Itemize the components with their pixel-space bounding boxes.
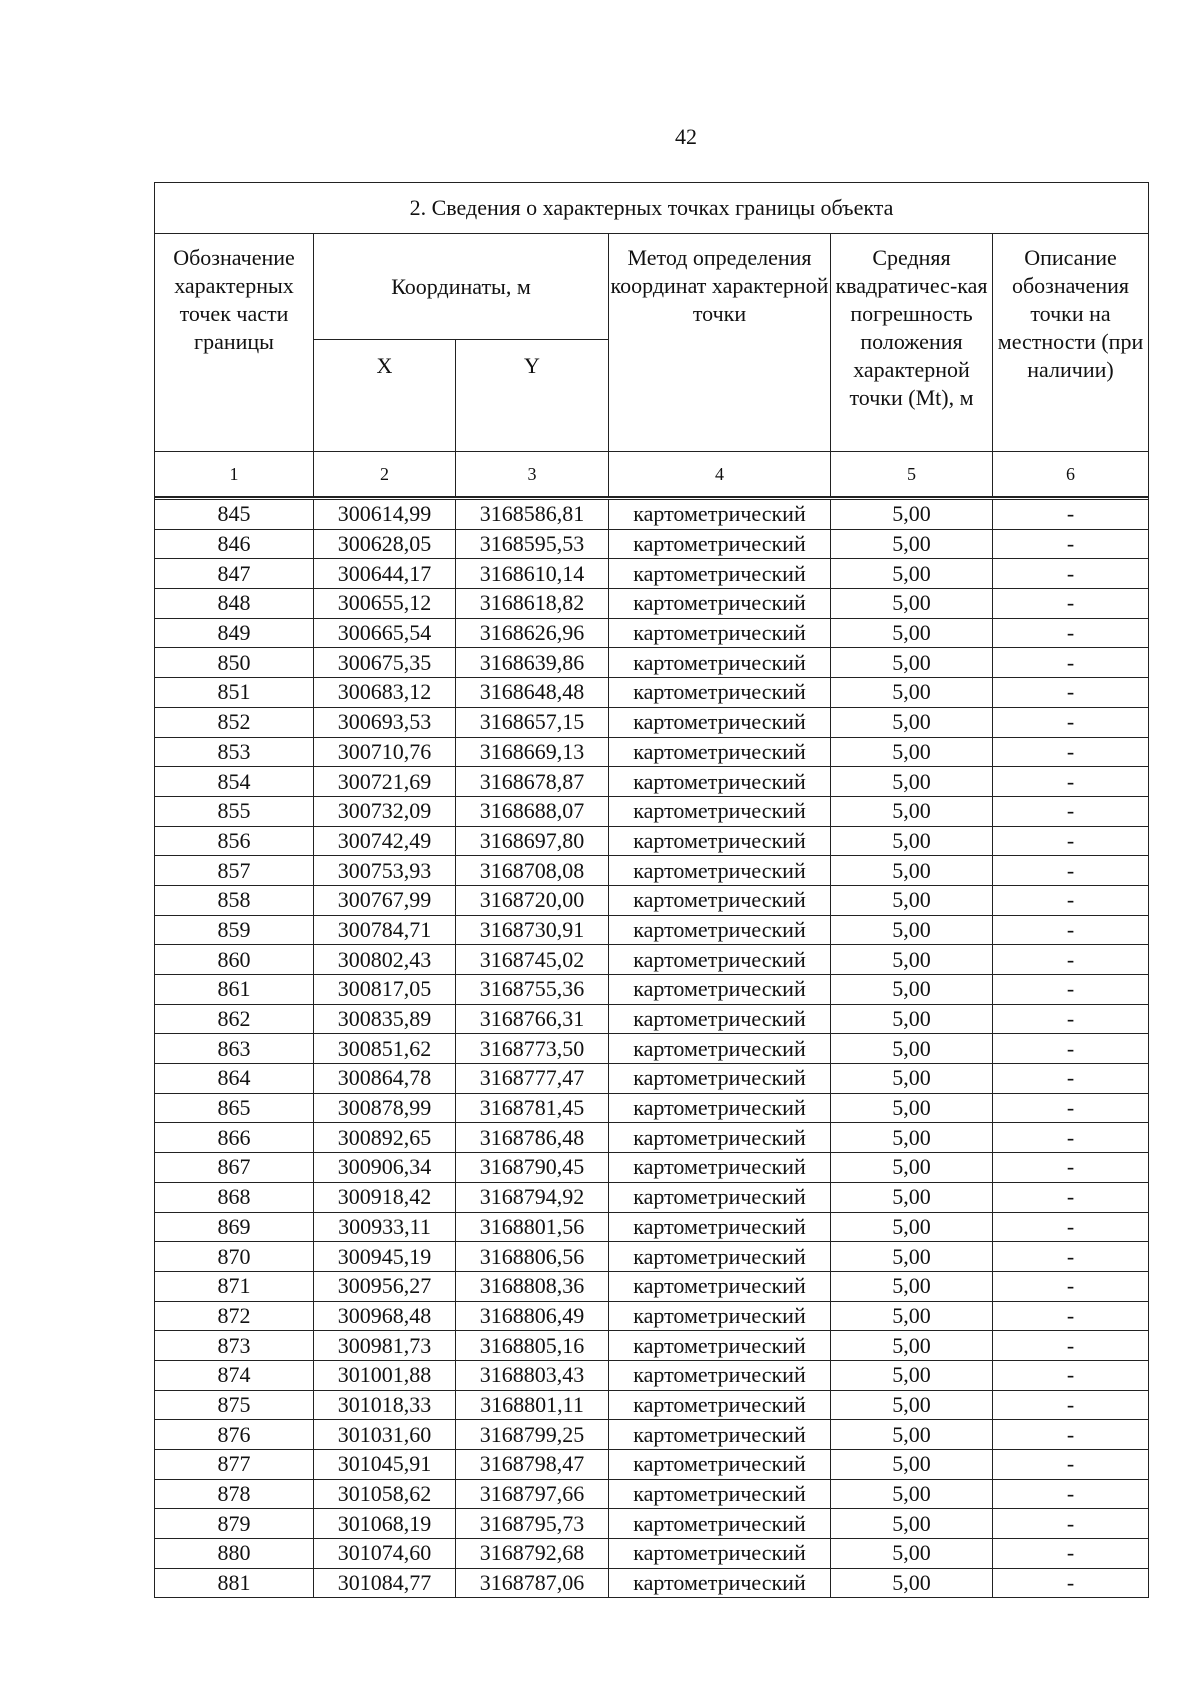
y-coord-cell: 3168777,47	[456, 1064, 609, 1094]
description-cell: -	[993, 1212, 1149, 1242]
point-id-cell: 855	[155, 796, 314, 826]
table-row	[155, 1271, 1149, 1301]
column-numbers-row	[155, 452, 1149, 498]
point-id-cell: 873	[155, 1331, 314, 1361]
x-coord-cell: 300906,34	[314, 1153, 456, 1183]
point-id-cell: 850	[155, 648, 314, 678]
error-cell: 5,00	[831, 1271, 993, 1301]
header-y: Y	[456, 340, 609, 452]
y-coord-cell: 3168801,56	[456, 1212, 609, 1242]
x-coord-cell: 300945,19	[314, 1242, 456, 1272]
method-cell: картометрический	[609, 856, 831, 886]
error-cell: 5,00	[831, 1568, 993, 1598]
method-cell: картометрический	[609, 975, 831, 1005]
x-coord-cell: 300721,69	[314, 767, 456, 797]
description-cell: -	[993, 1064, 1149, 1094]
description-cell: -	[993, 945, 1149, 975]
method-cell: картометрический	[609, 529, 831, 559]
y-coord-cell: 3168657,15	[456, 707, 609, 737]
error-cell: 5,00	[831, 1331, 993, 1361]
error-cell: 5,00	[831, 975, 993, 1005]
description-cell: -	[993, 796, 1149, 826]
description-cell: -	[993, 1390, 1149, 1420]
error-cell: 5,00	[831, 826, 993, 856]
description-cell: -	[993, 707, 1149, 737]
description-cell: -	[993, 856, 1149, 886]
description-cell: -	[993, 1182, 1149, 1212]
point-id-cell: 870	[155, 1242, 314, 1272]
method-cell: картометрический	[609, 1479, 831, 1509]
column-number: 5	[831, 452, 993, 498]
description-cell: -	[993, 1123, 1149, 1153]
y-coord-cell: 3168803,43	[456, 1360, 609, 1390]
point-id-cell: 867	[155, 1153, 314, 1183]
x-coord-cell: 300710,76	[314, 737, 456, 767]
description-cell: -	[993, 1420, 1149, 1450]
y-coord-cell: 3168678,87	[456, 767, 609, 797]
x-coord-cell: 300742,49	[314, 826, 456, 856]
table-row	[155, 589, 1149, 619]
y-coord-cell: 3168773,50	[456, 1034, 609, 1064]
boundary-points-table	[154, 182, 1149, 1598]
method-cell: картометрический	[609, 1301, 831, 1331]
y-coord-cell: 3168626,96	[456, 618, 609, 648]
y-coord-cell: 3168639,86	[456, 648, 609, 678]
error-cell: 5,00	[831, 589, 993, 619]
error-cell: 5,00	[831, 1420, 993, 1450]
error-cell: 5,00	[831, 1509, 993, 1539]
description-cell: -	[993, 1509, 1149, 1539]
x-coord-cell: 301068,19	[314, 1509, 456, 1539]
method-cell: картометрический	[609, 1153, 831, 1183]
y-coord-cell: 3168794,92	[456, 1182, 609, 1212]
y-coord-cell: 3168586,81	[456, 500, 609, 530]
x-coord-cell: 300878,99	[314, 1093, 456, 1123]
y-coord-cell: 3168697,80	[456, 826, 609, 856]
x-coord-cell: 300753,93	[314, 856, 456, 886]
description-cell: -	[993, 975, 1149, 1005]
point-id-cell: 845	[155, 500, 314, 530]
table-row	[155, 559, 1149, 589]
x-coord-cell: 300864,78	[314, 1064, 456, 1094]
x-coord-cell: 300683,12	[314, 678, 456, 708]
x-coord-cell: 300665,54	[314, 618, 456, 648]
table-row	[155, 707, 1149, 737]
method-cell: картометрический	[609, 1509, 831, 1539]
method-cell: картометрический	[609, 648, 831, 678]
error-cell: 5,00	[831, 1153, 993, 1183]
y-coord-cell: 3168799,25	[456, 1420, 609, 1450]
method-cell: картометрический	[609, 1212, 831, 1242]
method-cell: картометрический	[609, 678, 831, 708]
description-cell: -	[993, 618, 1149, 648]
table-row	[155, 826, 1149, 856]
description-cell: -	[993, 1539, 1149, 1569]
x-coord-cell: 301058,62	[314, 1479, 456, 1509]
point-id-cell: 879	[155, 1509, 314, 1539]
y-coord-cell: 3168730,91	[456, 915, 609, 945]
description-cell: -	[993, 1153, 1149, 1183]
point-id-cell: 877	[155, 1450, 314, 1480]
point-id-cell: 881	[155, 1568, 314, 1598]
x-coord-cell: 301074,60	[314, 1539, 456, 1569]
x-coord-cell: 301001,88	[314, 1360, 456, 1390]
method-cell: картометрический	[609, 1539, 831, 1569]
header-x: X	[314, 340, 456, 452]
method-cell: картометрический	[609, 1450, 831, 1480]
y-coord-cell: 3168806,56	[456, 1242, 609, 1272]
page-number: 42	[675, 124, 697, 149]
method-cell: картометрический	[609, 1034, 831, 1064]
y-coord-cell: 3168781,45	[456, 1093, 609, 1123]
x-coord-cell: 300693,53	[314, 707, 456, 737]
x-coord-cell: 300981,73	[314, 1331, 456, 1361]
error-cell: 5,00	[831, 1093, 993, 1123]
point-id-cell: 846	[155, 529, 314, 559]
table-row	[155, 1539, 1149, 1569]
point-id-cell: 848	[155, 589, 314, 619]
x-coord-cell: 300732,09	[314, 796, 456, 826]
method-cell: картометрический	[609, 589, 831, 619]
table-row	[155, 796, 1149, 826]
error-cell: 5,00	[831, 648, 993, 678]
table-row	[155, 678, 1149, 708]
method-cell: картометрический	[609, 618, 831, 648]
point-id-cell: 852	[155, 707, 314, 737]
error-cell: 5,00	[831, 1034, 993, 1064]
table-row	[155, 1123, 1149, 1153]
y-coord-cell: 3168610,14	[456, 559, 609, 589]
error-cell: 5,00	[831, 1064, 993, 1094]
y-coord-cell: 3168808,36	[456, 1271, 609, 1301]
point-id-cell: 876	[155, 1420, 314, 1450]
x-coord-cell: 301084,77	[314, 1568, 456, 1598]
table-row	[155, 885, 1149, 915]
error-cell: 5,00	[831, 618, 993, 648]
method-cell: картометрический	[609, 1242, 831, 1272]
y-coord-cell: 3168806,49	[456, 1301, 609, 1331]
point-id-cell: 868	[155, 1182, 314, 1212]
x-coord-cell: 301018,33	[314, 1390, 456, 1420]
method-cell: картометрический	[609, 1568, 831, 1598]
point-id-cell: 880	[155, 1539, 314, 1569]
method-cell: картометрический	[609, 796, 831, 826]
error-cell: 5,00	[831, 1479, 993, 1509]
y-coord-cell: 3168805,16	[456, 1331, 609, 1361]
point-id-cell: 856	[155, 826, 314, 856]
y-coord-cell: 3168787,06	[456, 1568, 609, 1598]
x-coord-cell: 300851,62	[314, 1034, 456, 1064]
table-row	[155, 1479, 1149, 1509]
description-cell: -	[993, 1093, 1149, 1123]
error-cell: 5,00	[831, 1360, 993, 1390]
table-row	[155, 1360, 1149, 1390]
table-body	[155, 500, 1149, 1598]
method-cell: картометрический	[609, 1360, 831, 1390]
method-cell: картометрический	[609, 767, 831, 797]
x-coord-cell: 300767,99	[314, 885, 456, 915]
point-id-cell: 858	[155, 885, 314, 915]
point-id-cell: 866	[155, 1123, 314, 1153]
error-cell: 5,00	[831, 1182, 993, 1212]
y-coord-cell: 3168618,82	[456, 589, 609, 619]
error-cell: 5,00	[831, 1123, 993, 1153]
point-id-cell: 857	[155, 856, 314, 886]
x-coord-cell: 300675,35	[314, 648, 456, 678]
method-cell: картометрический	[609, 500, 831, 530]
method-cell: картометрический	[609, 915, 831, 945]
description-cell: -	[993, 1360, 1149, 1390]
table-row	[155, 1093, 1149, 1123]
table-row	[155, 1331, 1149, 1361]
y-coord-cell: 3168798,47	[456, 1450, 609, 1480]
table-row	[155, 975, 1149, 1005]
column-number: 2	[314, 452, 456, 498]
table-row	[155, 1420, 1149, 1450]
header-error: Средняя квадратичес-кая погрешность положения характерной точки (Mt), м	[831, 234, 993, 452]
point-id-cell: 865	[155, 1093, 314, 1123]
point-id-cell: 864	[155, 1064, 314, 1094]
point-id-cell: 871	[155, 1271, 314, 1301]
y-coord-cell: 3168786,48	[456, 1123, 609, 1153]
table-row	[155, 915, 1149, 945]
x-coord-cell: 300918,42	[314, 1182, 456, 1212]
table-row	[155, 1212, 1149, 1242]
table-row	[155, 500, 1149, 530]
method-cell: картометрический	[609, 559, 831, 589]
error-cell: 5,00	[831, 767, 993, 797]
column-number: 3	[456, 452, 609, 498]
method-cell: картометрический	[609, 945, 831, 975]
error-cell: 5,00	[831, 559, 993, 589]
description-cell: -	[993, 737, 1149, 767]
table-row	[155, 1509, 1149, 1539]
description-cell: -	[993, 826, 1149, 856]
table-row	[155, 737, 1149, 767]
table-row	[155, 1450, 1149, 1480]
method-cell: картометрический	[609, 1271, 831, 1301]
x-coord-cell: 300784,71	[314, 915, 456, 945]
error-cell: 5,00	[831, 1212, 993, 1242]
x-coord-cell: 300655,12	[314, 589, 456, 619]
table-row	[155, 1242, 1149, 1272]
header-point: Обозначение характерных точек части границы	[155, 234, 314, 452]
method-cell: картометрический	[609, 1390, 831, 1420]
point-id-cell: 847	[155, 559, 314, 589]
description-cell: -	[993, 1301, 1149, 1331]
x-coord-cell: 300644,17	[314, 559, 456, 589]
table-row	[155, 648, 1149, 678]
method-cell: картометрический	[609, 1331, 831, 1361]
error-cell: 5,00	[831, 1242, 993, 1272]
description-cell: -	[993, 589, 1149, 619]
x-coord-cell: 300628,05	[314, 529, 456, 559]
table-row	[155, 945, 1149, 975]
description-cell: -	[993, 648, 1149, 678]
table-row	[155, 1182, 1149, 1212]
y-coord-cell: 3168755,36	[456, 975, 609, 1005]
description-cell: -	[993, 1331, 1149, 1361]
x-coord-cell: 300614,99	[314, 500, 456, 530]
error-cell: 5,00	[831, 1004, 993, 1034]
error-cell: 5,00	[831, 1301, 993, 1331]
point-id-cell: 853	[155, 737, 314, 767]
method-cell: картометрический	[609, 1123, 831, 1153]
table-row	[155, 1034, 1149, 1064]
description-cell: -	[993, 915, 1149, 945]
point-id-cell: 869	[155, 1212, 314, 1242]
point-id-cell: 861	[155, 975, 314, 1005]
table-row	[155, 1004, 1149, 1034]
x-coord-cell: 301031,60	[314, 1420, 456, 1450]
method-cell: картометрический	[609, 885, 831, 915]
y-coord-cell: 3168669,13	[456, 737, 609, 767]
table-row	[155, 1568, 1149, 1598]
x-coord-cell: 300802,43	[314, 945, 456, 975]
error-cell: 5,00	[831, 1539, 993, 1569]
y-coord-cell: 3168688,07	[456, 796, 609, 826]
description-cell: -	[993, 559, 1149, 589]
y-coord-cell: 3168720,00	[456, 885, 609, 915]
method-cell: картометрический	[609, 826, 831, 856]
error-cell: 5,00	[831, 1450, 993, 1480]
description-cell: -	[993, 500, 1149, 530]
point-id-cell: 874	[155, 1360, 314, 1390]
method-cell: картометрический	[609, 1182, 831, 1212]
x-coord-cell: 301045,91	[314, 1450, 456, 1480]
y-coord-cell: 3168766,31	[456, 1004, 609, 1034]
x-coord-cell: 300933,11	[314, 1212, 456, 1242]
method-cell: картометрический	[609, 1093, 831, 1123]
method-cell: картометрический	[609, 1064, 831, 1094]
point-id-cell: 863	[155, 1034, 314, 1064]
method-cell: картометрический	[609, 1004, 831, 1034]
y-coord-cell: 3168648,48	[456, 678, 609, 708]
y-coord-cell: 3168790,45	[456, 1153, 609, 1183]
point-id-cell: 851	[155, 678, 314, 708]
point-id-cell: 859	[155, 915, 314, 945]
error-cell: 5,00	[831, 856, 993, 886]
error-cell: 5,00	[831, 915, 993, 945]
table-row	[155, 529, 1149, 559]
description-cell: -	[993, 1004, 1149, 1034]
table-row	[155, 767, 1149, 797]
y-coord-cell: 3168792,68	[456, 1539, 609, 1569]
point-id-cell: 854	[155, 767, 314, 797]
error-cell: 5,00	[831, 707, 993, 737]
error-cell: 5,00	[831, 885, 993, 915]
table-row	[155, 1064, 1149, 1094]
column-number: 4	[609, 452, 831, 498]
table-row	[155, 1301, 1149, 1331]
y-coord-cell: 3168797,66	[456, 1479, 609, 1509]
header-method: Метод определения координат характерной точки	[609, 234, 831, 452]
error-cell: 5,00	[831, 500, 993, 530]
y-coord-cell: 3168708,08	[456, 856, 609, 886]
description-cell: -	[993, 767, 1149, 797]
description-cell: -	[993, 529, 1149, 559]
table-title: 2. Сведения о характерных точках границы объекта	[155, 183, 1149, 234]
header-description: Описание обозначения точки на местности (при наличии)	[993, 234, 1149, 452]
table-row	[155, 856, 1149, 886]
column-number: 6	[993, 452, 1149, 498]
description-cell: -	[993, 1479, 1149, 1509]
error-cell: 5,00	[831, 796, 993, 826]
y-coord-cell: 3168595,53	[456, 529, 609, 559]
y-coord-cell: 3168795,73	[456, 1509, 609, 1539]
description-cell: -	[993, 1450, 1149, 1480]
x-coord-cell: 300835,89	[314, 1004, 456, 1034]
description-cell: -	[993, 1568, 1149, 1598]
point-id-cell: 878	[155, 1479, 314, 1509]
point-id-cell: 849	[155, 618, 314, 648]
description-cell: -	[993, 1271, 1149, 1301]
header-coordinates: Координаты, м	[314, 234, 609, 340]
point-id-cell: 875	[155, 1390, 314, 1420]
table-row	[155, 618, 1149, 648]
x-coord-cell: 300817,05	[314, 975, 456, 1005]
method-cell: картометрический	[609, 1420, 831, 1450]
description-cell: -	[993, 678, 1149, 708]
method-cell: картометрический	[609, 707, 831, 737]
x-coord-cell: 300956,27	[314, 1271, 456, 1301]
column-number: 1	[155, 452, 314, 498]
error-cell: 5,00	[831, 529, 993, 559]
y-coord-cell: 3168801,11	[456, 1390, 609, 1420]
x-coord-cell: 300968,48	[314, 1301, 456, 1331]
method-cell: картометрический	[609, 737, 831, 767]
table-row	[155, 1153, 1149, 1183]
x-coord-cell: 300892,65	[314, 1123, 456, 1153]
point-id-cell: 872	[155, 1301, 314, 1331]
point-id-cell: 860	[155, 945, 314, 975]
description-cell: -	[993, 1034, 1149, 1064]
description-cell: -	[993, 1242, 1149, 1272]
description-cell: -	[993, 885, 1149, 915]
point-id-cell: 862	[155, 1004, 314, 1034]
y-coord-cell: 3168745,02	[456, 945, 609, 975]
error-cell: 5,00	[831, 1390, 993, 1420]
error-cell: 5,00	[831, 678, 993, 708]
error-cell: 5,00	[831, 737, 993, 767]
error-cell: 5,00	[831, 945, 993, 975]
table-row	[155, 1390, 1149, 1420]
